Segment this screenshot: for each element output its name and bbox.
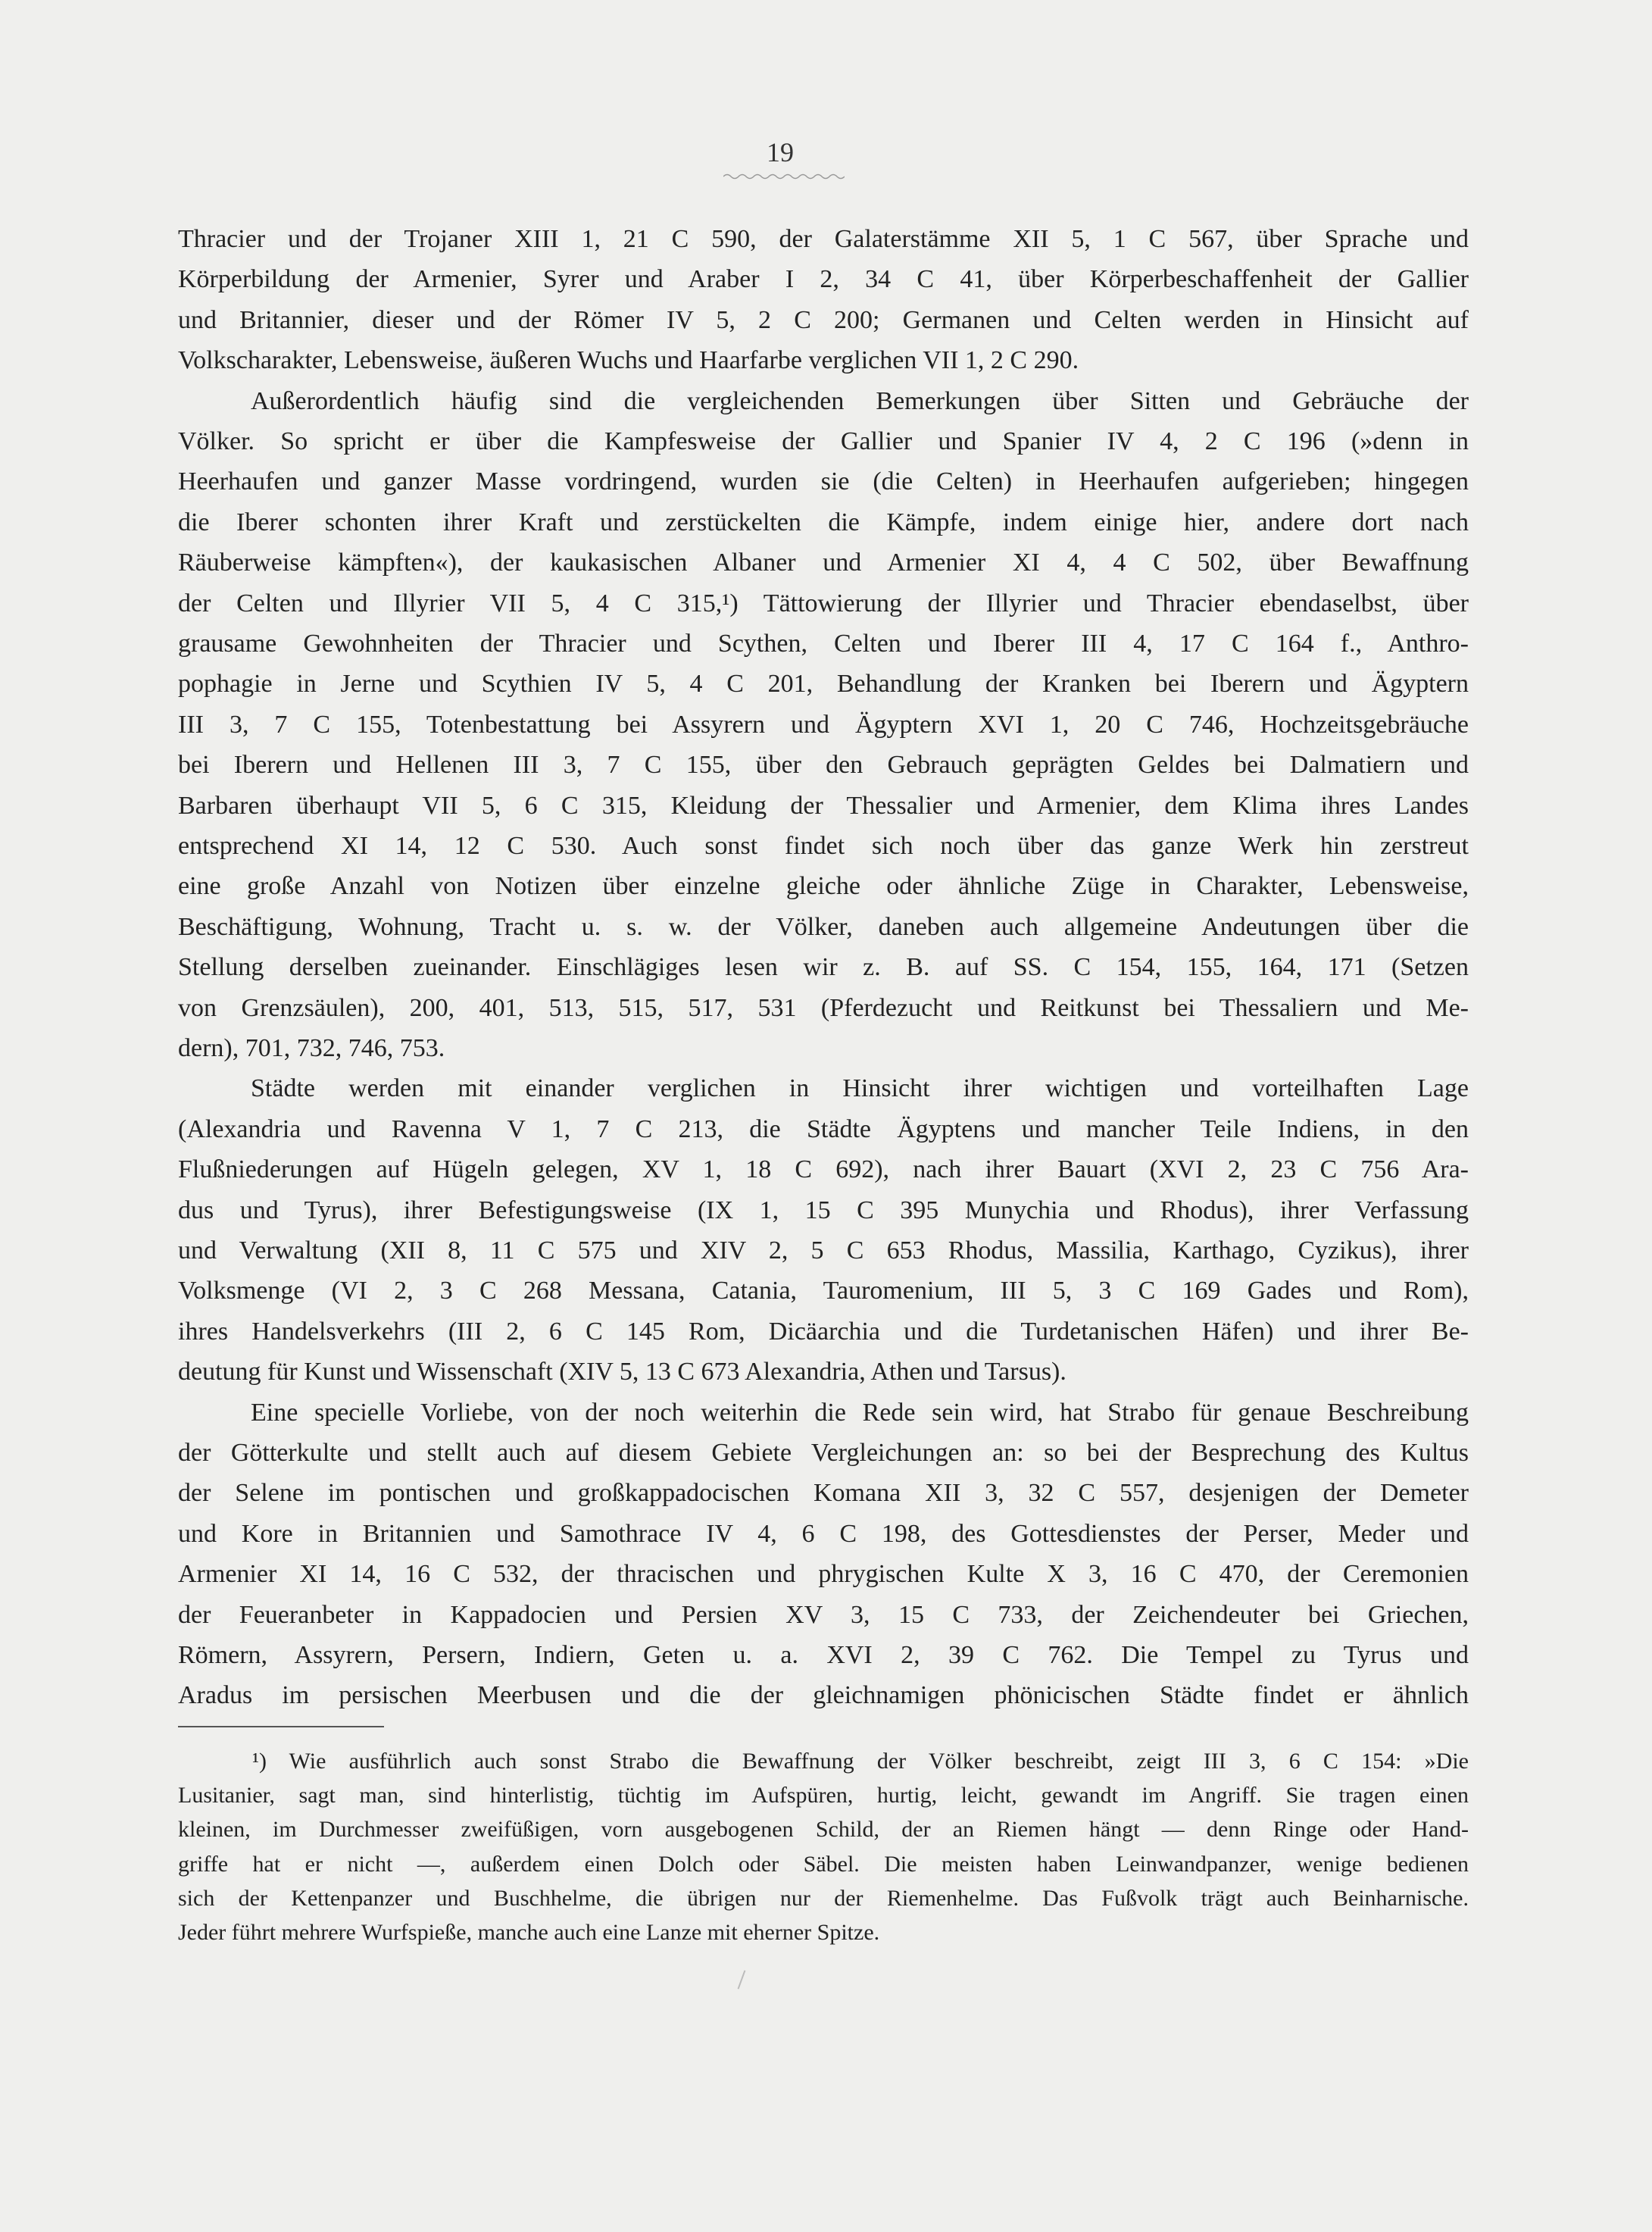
text-line: dus und Tyrus), ihrer Befestigungsweise (IX 1, 15 C 395 Munychia und Rhodus), ihrer Verfassung [178,1196,1469,1224]
page-number-ornament [723,173,845,180]
text-line: Stellung derselben zueinander. Einschlägiges lesen wir z. B. auf SS. C 154, 155, 164, 171 (Setzen [178,953,1469,982]
text-line: und Kore in Britannien und Samothrace IV 4, 6 C 198, des Gottesdienstes der Perser, Meder und [178,1519,1469,1548]
text-line: der Götterkulte und stellt auch auf diesem Gebiete Vergleichungen an: so bei der Besprechung des Kultus [178,1439,1469,1467]
text-line: dern), 701, 732, 746, 753. [178,1034,445,1062]
text-line: pophagie in Jerne und Scythien IV 5, 4 C 201, Behandlung der Kranken bei Iberern und Ägyptern [178,670,1469,699]
text-line: deutung für Kunst und Wissenschaft (XIV 5, 13 C 673 Alexandria, Athen und Tarsus). [178,1358,1066,1386]
footnote-line: ¹) Wie ausführlich auch sonst Strabo die Bewaffnung der Völker beschreibt, zeigt III 3, 6 C 154: »Die [252,1749,1469,1774]
text-line: Thracier und der Trojaner XIII 1, 21 C 590, der Galaterstämme XII 5, 1 C 567, über Sprache und [178,225,1469,253]
footnote-line: Lusitanier, sagt man, sind hinterlistig, tüchtig im Aufspüren, hurtig, leicht, gewandt im Angriff. Sie tragen einen [178,1783,1469,1808]
text-line: Körperbildung der Armenier, Syrer und Araber I 2, 34 C 41, über Körperbeschaffenheit der Gallier [178,265,1469,294]
text-line: ihres Handelsverkehrs (III 2, 6 C 145 Rom, Dicäarchia und die Turdetanischen Häfen) und ihrer Be- [178,1317,1469,1346]
text-line: Beschäftigung, Wohnung, Tracht u. s. w. der Völker, daneben auch allgemeine Andeutungen über die [178,912,1469,941]
text-line: Flußniederungen auf Hügeln gelegen, XV 1, 18 C 692), nach ihrer Bauart (XVI 2, 23 C 756 Ara- [178,1155,1469,1184]
footnote-line: kleinen, im Durchmesser zweifüßigen, vorn ausgebogenen Schild, der an Riemen hängt — denn Ringe oder Hand- [178,1817,1469,1843]
text-line: Völker. So spricht er über die Kampfesweise der Gallier und Spanier IV 4, 2 C 196 (»denn in [178,427,1469,455]
text-line: Volkscharakter, Lebensweise, äußeren Wuchs und Haarfarbe verglichen VII 1, 2 C 290. [178,346,1079,375]
footnote-divider [178,1726,384,1727]
text-line: der Celten und Illyrier VII 5, 4 C 315,¹) Tättowierung der Illyrier und Thracier ebendaselbst, über [178,589,1469,617]
text-line: Römern, Assyrern, Persern, Indiern, Geten u. a. XVI 2, 39 C 762. Die Tempel zu Tyrus und [178,1641,1469,1669]
text-line: eine große Anzahl von Notizen über einzelne gleiche oder ähnliche Züge in Charakter, Lebensweise, [178,872,1469,901]
text-line: Heerhaufen und ganzer Masse vordringend, wurden sie (die Celten) in Heerhaufen aufgerieben; hingegen [178,467,1469,496]
text-line: der Selene im pontischen und großkappadocischen Komana XII 3, 32 C 557, desjenigen der Demeter [178,1479,1469,1508]
text-line: entsprechend XI 14, 12 C 530. Auch sonst findet sich noch über das ganze Werk hin zerstreut [178,832,1469,860]
text-line: von Grenzsäulen), 200, 401, 513, 515, 517, 531 (Pferdezucht und Reitkunst bei Thessaliern und Me- [178,993,1469,1022]
text-line: Räuberweise kämpften«), der kaukasischen Albaner und Armenier XI 4, 4 C 502, über Bewaffnung [178,549,1469,577]
text-line: Barbaren überhaupt VII 5, 6 C 315, Kleidung der Thessalier und Armenier, dem Klima ihres Landes [178,791,1469,820]
text-line: die Iberer schonten ihrer Kraft und zerstückelten die Kämpfe, indem einige hier, andere dort nach [178,508,1469,536]
text-line: Armenier XI 14, 16 C 532, der thracischen und phrygischen Kulte X 3, 16 C 470, der Ceremonien [178,1560,1469,1589]
text-line: bei Iberern und Hellenen III 3, 7 C 155, über den Gebrauch geprägten Geldes bei Dalmatiern und [178,751,1469,780]
text-line: III 3, 7 C 155, Totenbestattung bei Assyrern und Ägyptern XVI 1, 20 C 746, Hochzeitsgebräuche [178,710,1469,739]
text-line: Städte werden mit einander verglichen in Hinsicht ihrer wichtigen und vorteilhaften Lage [251,1074,1469,1103]
footnote-line: Jeder führt mehrere Wurfspieße, manche auch eine Lanze mit eherner Spitze. [178,1920,880,1945]
text-line: der Feueranbeter in Kappadocien und Persien XV 3, 15 C 733, der Zeichendeuter bei Griechen, [178,1600,1469,1629]
text-line: Aradus im persischen Meerbusen und die der gleichnamigen phönicischen Städte findet er ähnlich [178,1681,1469,1710]
text-line: (Alexandria und Ravenna V 1, 7 C 213, die Städte Ägyptens und mancher Teile Indiens, in den [178,1114,1469,1143]
page-number: 19 [767,137,794,167]
text-line: Außerordentlich häufig sind die vergleichenden Bemerkungen über Sitten und Gebräuche der [251,386,1469,415]
footnote-line: sich der Kettenpanzer und Buschhelme, die übrigen nur der Riemenhelme. Das Fußvolk trägt auch Beinharnische. [178,1885,1469,1911]
text-line: Volksmenge (VI 2, 3 C 268 Messana, Catania, Tauromenium, III 5, 3 C 169 Gades und Rom), [178,1277,1469,1305]
text-line: Eine specielle Vorliebe, von der noch weiterhin die Rede sein wird, hat Strabo für genaue Beschreibung [251,1398,1469,1427]
text-line: grausame Gewohnheiten der Thracier und Scythen, Celten und Iberer III 4, 17 C 164 f., Anthro- [178,630,1469,658]
footnote-line: griffe hat er nicht —, außerdem einen Dolch oder Säbel. Die meisten haben Leinwandpanzer, wenige bedienen [178,1851,1469,1877]
text-line: und Verwaltung (XII 8, 11 C 575 und XIV 2, 5 C 653 Rhodus, Massilia, Karthago, Cyzikus), ihrer [178,1236,1469,1264]
text-line: und Britannier, dieser und der Römer IV 5, 2 C 200; Germanen und Celten werden in Hinsicht auf [178,305,1469,334]
scan-mark [738,1970,746,1989]
